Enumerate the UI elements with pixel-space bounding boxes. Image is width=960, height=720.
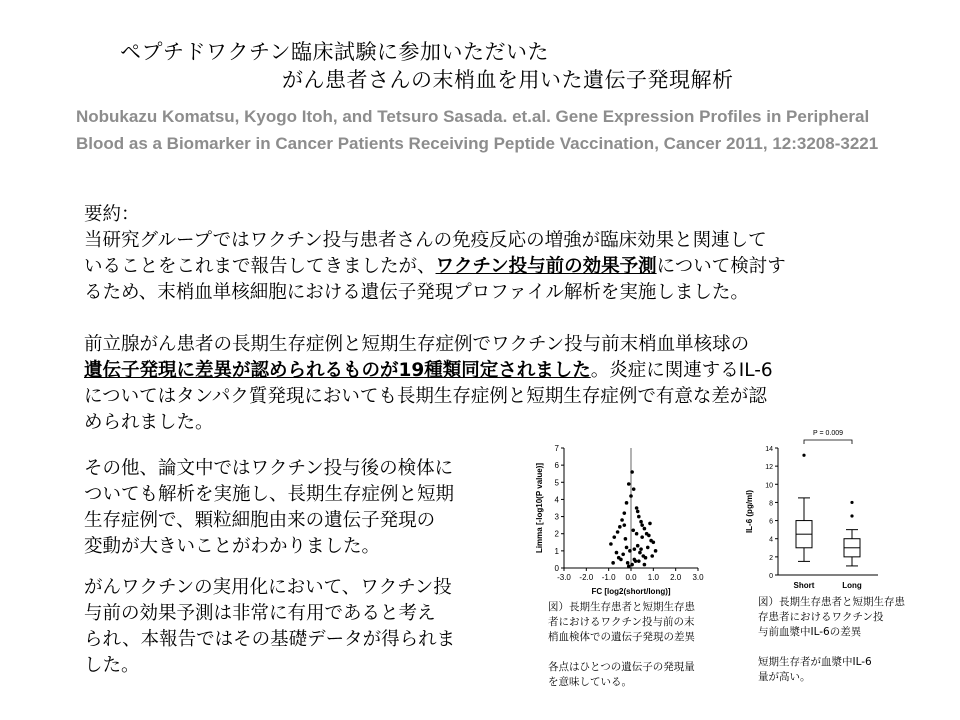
data-point: [616, 530, 620, 534]
p2-emphasis: 遺伝子発現に差異が認められるものが19種類同定されました: [84, 360, 591, 381]
data-point: [627, 482, 631, 486]
box-caption-line: 短期生存者が血漿中IL-6: [758, 656, 872, 668]
scatter-caption-line: 各点はひとつの遺伝子の発現量: [548, 661, 695, 673]
data-point: [637, 559, 641, 563]
y-tick-label: 1: [554, 546, 559, 556]
data-point: [644, 556, 648, 560]
scatter-caption: [548, 600, 695, 690]
y-tick-label: 4: [769, 536, 773, 544]
data-point: [628, 549, 632, 553]
y-tick-label: 4: [554, 495, 559, 505]
title-line-1: ペプチドワクチン臨床試験に参加いただいた: [120, 40, 549, 64]
data-point: [654, 549, 658, 553]
data-point: [633, 558, 637, 562]
y-axis-label: IL-6 (pg/ml): [745, 489, 754, 534]
data-point: [650, 554, 654, 558]
data-point: [638, 551, 642, 555]
data-point: [640, 535, 644, 539]
x-tick-label: -3.0: [557, 573, 571, 582]
x-tick-label: -1.0: [601, 573, 616, 582]
y-tick-label: 14: [765, 446, 773, 453]
data-point: [630, 563, 634, 567]
summary-p1-line2: [84, 254, 786, 280]
summary-p3-line3: 生存症例で、顆粒細胞由来の遺伝子発現の: [84, 510, 436, 531]
summary-p4-line2: 与前の効果予測は非常に有用であると考え: [84, 603, 436, 624]
data-point: [609, 542, 613, 546]
data-point: [639, 520, 643, 524]
caption-spacer: [758, 640, 905, 655]
y-axis-label: Limma [-log10(P value)]: [535, 462, 544, 554]
data-point: [625, 546, 629, 550]
p2-line2-post: 。炎症に関連するIL-6: [590, 360, 773, 381]
y-tick-label: 0: [769, 573, 773, 580]
summary-heading: 要約：: [84, 204, 140, 225]
summary-p3-line4: 変動が大きいことがわかりました。: [84, 536, 381, 557]
y-tick-label: 2: [769, 554, 773, 562]
y-tick-label: 5: [554, 478, 559, 488]
data-point: [631, 528, 635, 532]
data-point: [639, 547, 643, 551]
il6-box-plot: [740, 420, 890, 595]
data-point: [627, 564, 631, 568]
y-tick-label: 8: [769, 500, 773, 508]
data-point: [640, 523, 644, 527]
category-label: Short: [793, 581, 815, 590]
volcano-plot: [530, 440, 710, 600]
scatter-caption-line: 者におけるワクチン投与前の末: [548, 616, 695, 628]
box-caption-line: 与前血漿中IL-6の差異: [758, 626, 862, 638]
data-point: [637, 515, 641, 519]
y-tick-label: 12: [765, 464, 773, 472]
data-point: [652, 540, 656, 544]
summary-p2-line3: についてはタンパク質発現においても長期生存症例と短期生存症例で有意な差が認: [84, 386, 767, 407]
data-point: [636, 510, 640, 514]
p1-line2-pre: いることをこれまで報告してきましたが、: [84, 256, 436, 277]
y-tick-label: 7: [554, 444, 559, 453]
summary-p4-line3: られ、本報告ではその基礎データが得られま: [84, 629, 456, 650]
data-point: [611, 561, 615, 565]
data-point: [633, 547, 637, 551]
data-point: [623, 523, 627, 527]
p-value-label: P = 0.009: [812, 430, 844, 437]
box-caption-line: 量が高い。: [758, 671, 811, 683]
y-tick-label: 6: [769, 518, 773, 526]
summary-p1-line1: 当研究グループではワクチン投与患者さんの免疫反応の増強が臨床効果と関連して: [84, 230, 767, 251]
scatter-caption-line: 図）長期生存患者と短期生存患: [548, 601, 695, 613]
caption-spacer: [548, 645, 695, 660]
summary-p3-line2: ついても解析を実施し、長期生存症例と短期: [84, 484, 455, 505]
data-point: [612, 535, 616, 539]
summary-p1-line3: るため、末梢血単核細胞における遺伝子発現プロファイル解析を実施しました。: [84, 282, 749, 303]
data-point: [632, 487, 636, 491]
summary-p4-line1: がんワクチンの実用化において、ワクチン投: [84, 577, 452, 598]
x-tick-label: 3.0: [692, 573, 704, 582]
data-point: [621, 552, 625, 556]
data-point: [629, 494, 633, 498]
data-point: [647, 534, 651, 538]
summary-p2-line1: 前立腺がん患者の長期生存症例と短期生存症例でワクチン投与前末梢血単核球の: [84, 334, 750, 355]
x-tick-label: -2.0: [579, 573, 594, 582]
y-tick-label: 10: [765, 482, 773, 490]
p1-line2-post: について検討す: [656, 256, 786, 277]
scatter-caption-line: 梢血検体での遺伝子発現の差異: [548, 631, 695, 643]
p1-emphasis: ワクチン投与前の効果予測: [435, 256, 657, 277]
data-point: [617, 556, 621, 560]
x-axis-label: FC [log2(short/long)]: [591, 587, 671, 596]
data-point: [620, 518, 624, 522]
data-point: [648, 522, 652, 526]
y-tick-label: 3: [554, 512, 559, 522]
scatter-caption-line: を意味している。: [548, 676, 632, 688]
summary-p3-line1: その他、論文中ではワクチン投与後の検体に: [84, 458, 454, 479]
data-point: [643, 563, 647, 567]
outlier-point: [802, 454, 805, 457]
data-point: [624, 537, 628, 541]
data-point: [636, 544, 640, 548]
data-point: [625, 501, 629, 505]
significance-bracket: [804, 440, 852, 444]
data-point: [623, 511, 627, 515]
data-point: [626, 561, 630, 565]
summary-p2-line2: [84, 358, 773, 384]
data-point: [615, 551, 619, 555]
box-caption-line: 存患者におけるワクチン投: [758, 611, 884, 623]
data-point: [630, 470, 634, 474]
y-tick-label: 0: [554, 564, 559, 573]
y-tick-label: 6: [554, 461, 559, 471]
outlier-point: [850, 514, 853, 517]
title-line-2: がん患者さんの末梢血を用いた遺伝子発現解析: [282, 68, 734, 92]
box-caption: [758, 595, 905, 685]
data-point: [646, 546, 650, 550]
data-point: [618, 525, 622, 529]
data-point: [635, 532, 639, 536]
data-point: [643, 527, 647, 531]
x-tick-label: 2.0: [670, 573, 682, 582]
category-label: Long: [842, 581, 862, 590]
outlier-point: [850, 501, 853, 504]
summary-p2-line4: められました。: [84, 412, 214, 433]
x-tick-label: 1.0: [647, 573, 659, 582]
x-tick-label: 0.0: [625, 573, 637, 582]
box-caption-line: 図）長期生存患者と短期生存患: [758, 596, 905, 608]
data-point: [635, 506, 639, 510]
summary-p4-line4: した。: [84, 655, 140, 676]
citation: Nobukazu Komatsu, Kyogo Itoh, and Tetsuro Sasada. et.al. Gene Expression Profiles in Peripheral Blood as a Biomarker in Cancer Patients Receiving Peptide Vaccination, Cancer 2011, 12:3208-3221: [76, 107, 879, 153]
y-tick-label: 2: [554, 529, 559, 539]
